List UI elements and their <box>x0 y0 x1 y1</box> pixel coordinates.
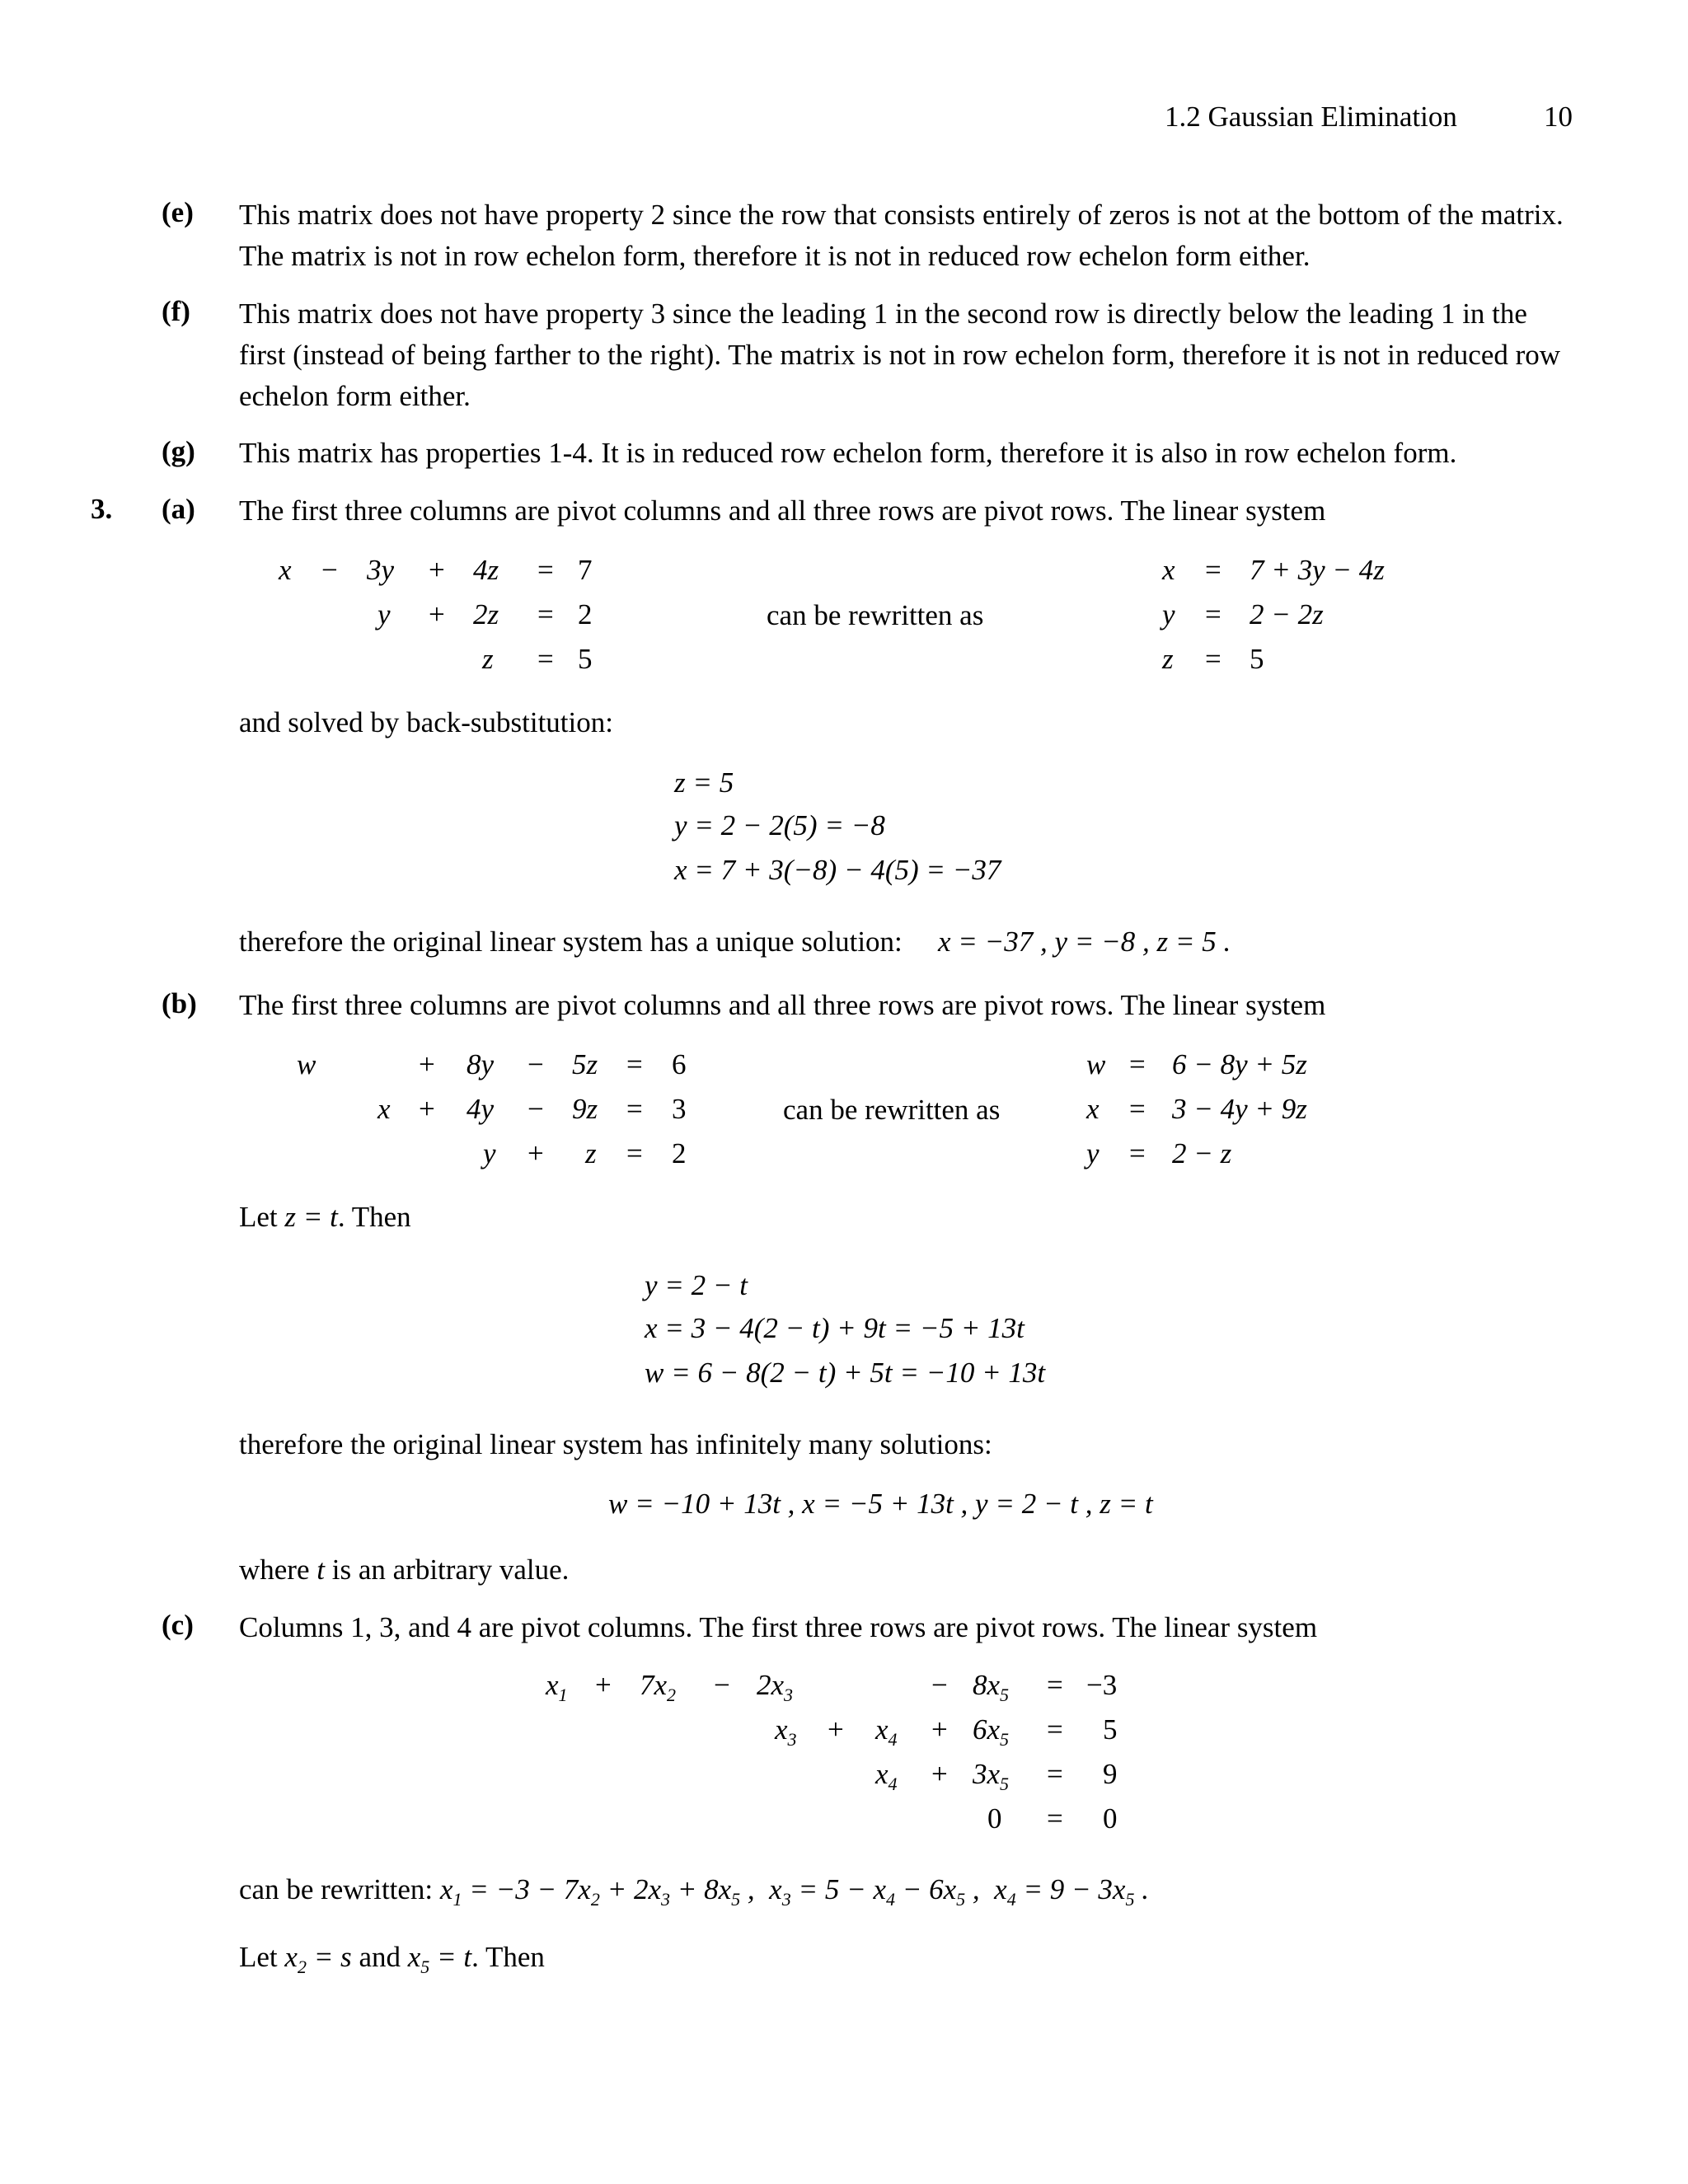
item-g-label: (g) <box>162 435 195 467</box>
part-a-conclusion: therefore the original linear system has a unique solution: <box>239 926 903 958</box>
part-b-label: (b) <box>162 987 197 1019</box>
item-f-label: (f) <box>162 295 190 327</box>
part-b-intro: The first three columns are pivot columns and all three rows are pivot rows. The linear system <box>239 989 1326 1021</box>
part-c-label: (c) <box>162 1609 194 1641</box>
item-g-text: This matrix has properties 1-4. It is in reduced row echelon form, therefore it is also in row echelon form. <box>239 437 1457 469</box>
part-c-rewritten: can be rewritten: $x_1 = -3 - 7x_2 + 2x_3 + 8x_5$ , $x_3 = 5 - x_4 - 6x_5$ , $x_4 = 9 - 3x_5$ . <box>239 1873 1149 1910</box>
part-a-intro: The first three columns are pivot columns and all three rows are pivot rows. The linear system <box>239 494 1326 527</box>
item-f-text: This matrix does not have property 3 since the leading 1 in the second row is directly below the leading 1 in the first (instead of being farther to the right). The matrix is not in row echelon form, therefore it is not in reduced row echelon form either. <box>239 298 1561 412</box>
part-a-rewritten: can be rewritten as <box>767 599 984 631</box>
page-number: 10 <box>1544 101 1573 133</box>
part-c-let: Let $x_2 = s$ and $x_5 = t$. Then <box>239 1941 545 1977</box>
running-header: 1.2 Gaussian Elimination <box>1165 101 1457 133</box>
problem-number: 3. <box>91 493 113 525</box>
part-b-where: where t is an arbitrary value. <box>239 1554 570 1586</box>
item-e-text: This matrix does not have property 2 since the row that consists entirely of zeros is not at the bottom of the matrix. The matrix is not in row echelon form, therefore it is not in reduced row echelon form either. <box>239 199 1564 272</box>
part-b-conclusion: therefore the original linear system has infinitely many solutions: <box>239 1428 992 1460</box>
part-a-solution: x = −37 , y = −8 , z = 5 . <box>938 926 1231 958</box>
part-a-label: (a) <box>162 493 195 525</box>
part-b-rewritten: can be rewritten as <box>783 1094 1001 1126</box>
item-e-label: (e) <box>162 196 194 228</box>
part-b-let: Let z = t. Then <box>239 1201 411 1233</box>
part-b-solution: w = −10 + 13t , x = −5 + 13t , y = 2 − t , z = t <box>608 1488 1153 1520</box>
part-a-backsub-intro: and solved by back-substitution: <box>239 706 613 738</box>
part-c-intro: Columns 1, 3, and 4 are pivot columns. The first three rows are pivot rows. The linear system <box>239 1611 1318 1643</box>
